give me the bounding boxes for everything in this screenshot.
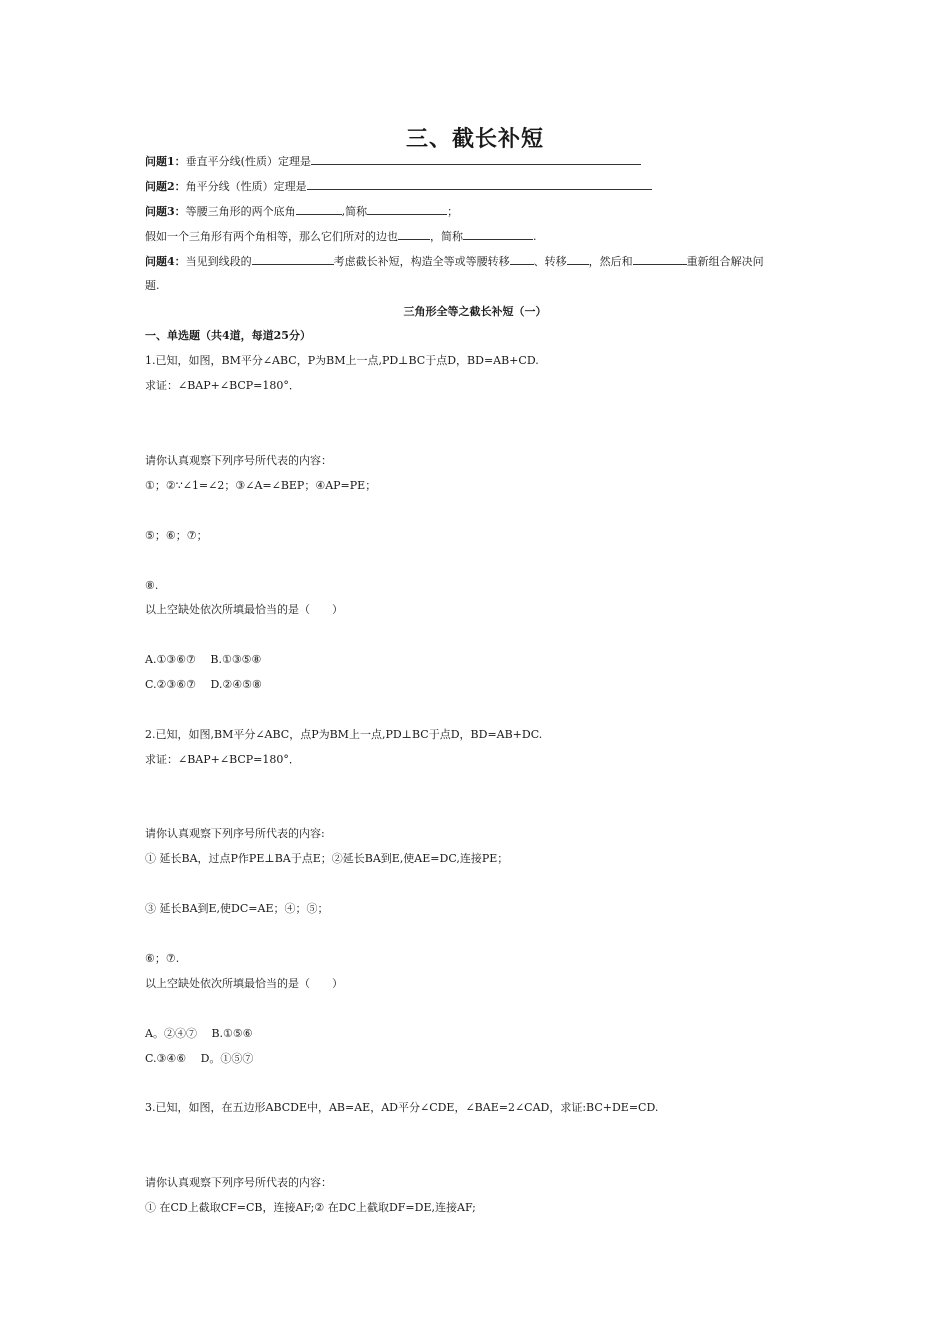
problem-3-steps-1: ① 在CD上截取CF=CB，连接AF;② 在DC上截取DF=DE,连接AF; [145, 1201, 476, 1214]
problem-2-steps-2: ③ 延长BA到E,使DC=AE；④；⑤； [145, 902, 329, 915]
blank [367, 203, 447, 215]
problem-3-statement: 3.已知，如图，在五边形ABCDE中，AB=AE，AD平分∠CDE，∠BAE=2∠CAD，求证:BC+DE=CD. [145, 1101, 659, 1114]
problem-2-options-cd: C.③④⑥ D。①⑤⑦ [145, 1052, 254, 1065]
question-3-text-a: 等腰三角形的两个底角 [185, 205, 296, 218]
blank [296, 203, 342, 215]
section-heading: 一、单选题（共4道，每道25分） [145, 329, 311, 342]
section-subtitle: 三角形全等之截长补短（一） [403, 305, 547, 318]
question-3-line-2 [145, 228, 830, 245]
problem-2-options-ab: A。②④⑦ B.①⑤⑥ [145, 1027, 253, 1040]
problem-1-steps-3: ⑧. [145, 579, 159, 592]
question-4-line-2: 题. [145, 279, 160, 292]
problem-1-instruction: 请你认真观察下列序号所代表的内容： [145, 454, 332, 467]
problem-3-instruction: 请你认真观察下列序号所代表的内容： [145, 1176, 332, 1189]
problem-2-steps-3: ⑥；⑦. [145, 952, 180, 965]
question-4-text-e: 重新组合解决问 [686, 255, 764, 268]
problem-1-question: 以上空缺处依次所填最恰当的是（ ） [145, 603, 343, 616]
blank [252, 253, 334, 265]
problem-1-options-ab: A.①③⑥⑦ B.①③⑤⑧ [145, 653, 262, 666]
question-2 [145, 178, 830, 195]
problem-1-steps-2: ⑤；⑥；⑦； [145, 529, 208, 542]
problem-1-options-cd: C.②③⑥⑦ D.②④⑤⑧ [145, 678, 262, 691]
blank [307, 178, 652, 190]
problem-1-prove: 求证：∠BAP+∠BCP=180°． [145, 379, 300, 392]
question-4-text-c: 、转移 [533, 255, 567, 268]
blank [311, 153, 641, 165]
problem-2-steps-1: ① 延长BA，过点P作PE⊥BA于点E；②延长BA到E,使AE=DC,连接PE； [145, 852, 509, 865]
blank [510, 253, 534, 265]
question-3 [145, 203, 830, 220]
problem-2-question: 以上空缺处依次所填最恰当的是（ ） [145, 977, 343, 990]
blank [633, 253, 687, 265]
question-3-text-b: ,简称 [341, 205, 368, 218]
question-4-text-d: ，然后和 [588, 255, 633, 268]
question-3b-text-a: 假如一个三角形有两个角相等，那么它们所对的边也 [145, 230, 398, 243]
problem-1-steps-1: ①；②∵∠1=∠2；③∠A=∠BEP；④AP=PE； [145, 479, 377, 492]
question-4-text-b: 考虑截长补短，构造全等或等腰转移 [333, 255, 510, 268]
question-4 [145, 253, 830, 270]
question-4-label: 问题4： [145, 255, 186, 268]
problem-1-statement: 1.已知，如图，BM平分∠ABC，P为BM上一点,PD⊥BC于点D，BD=AB+CD. [145, 354, 539, 367]
problem-2-instruction: 请你认真观察下列序号所代表的内容: [145, 827, 325, 840]
question-2-text: 角平分线（性质）定理是 [185, 180, 307, 193]
problem-2-statement: 2.已知，如图,BM平分∠ABC，点P为BM上一点,PD⊥BC于点D，BD=AB+DC. [145, 728, 543, 741]
question-1 [145, 153, 830, 170]
question-3b-text-c: . [533, 230, 537, 243]
blank [567, 253, 589, 265]
blank [463, 228, 533, 240]
question-4-text-a: 当见到线段的 [185, 255, 252, 268]
page-title: 三、截长补短 [405, 126, 544, 152]
question-2-label: 问题2： [145, 180, 186, 193]
question-1-label: 问题1： [145, 155, 186, 168]
question-1-text: 垂直平分线(性质）定理是 [185, 155, 311, 168]
question-3-text-c: ； [447, 205, 459, 218]
blank [398, 228, 430, 240]
question-3b-text-b: ，简称 [430, 230, 463, 243]
question-3-label: 问题3： [145, 205, 186, 218]
problem-2-prove: 求证：∠BAP+∠BCP=180°． [145, 753, 300, 766]
